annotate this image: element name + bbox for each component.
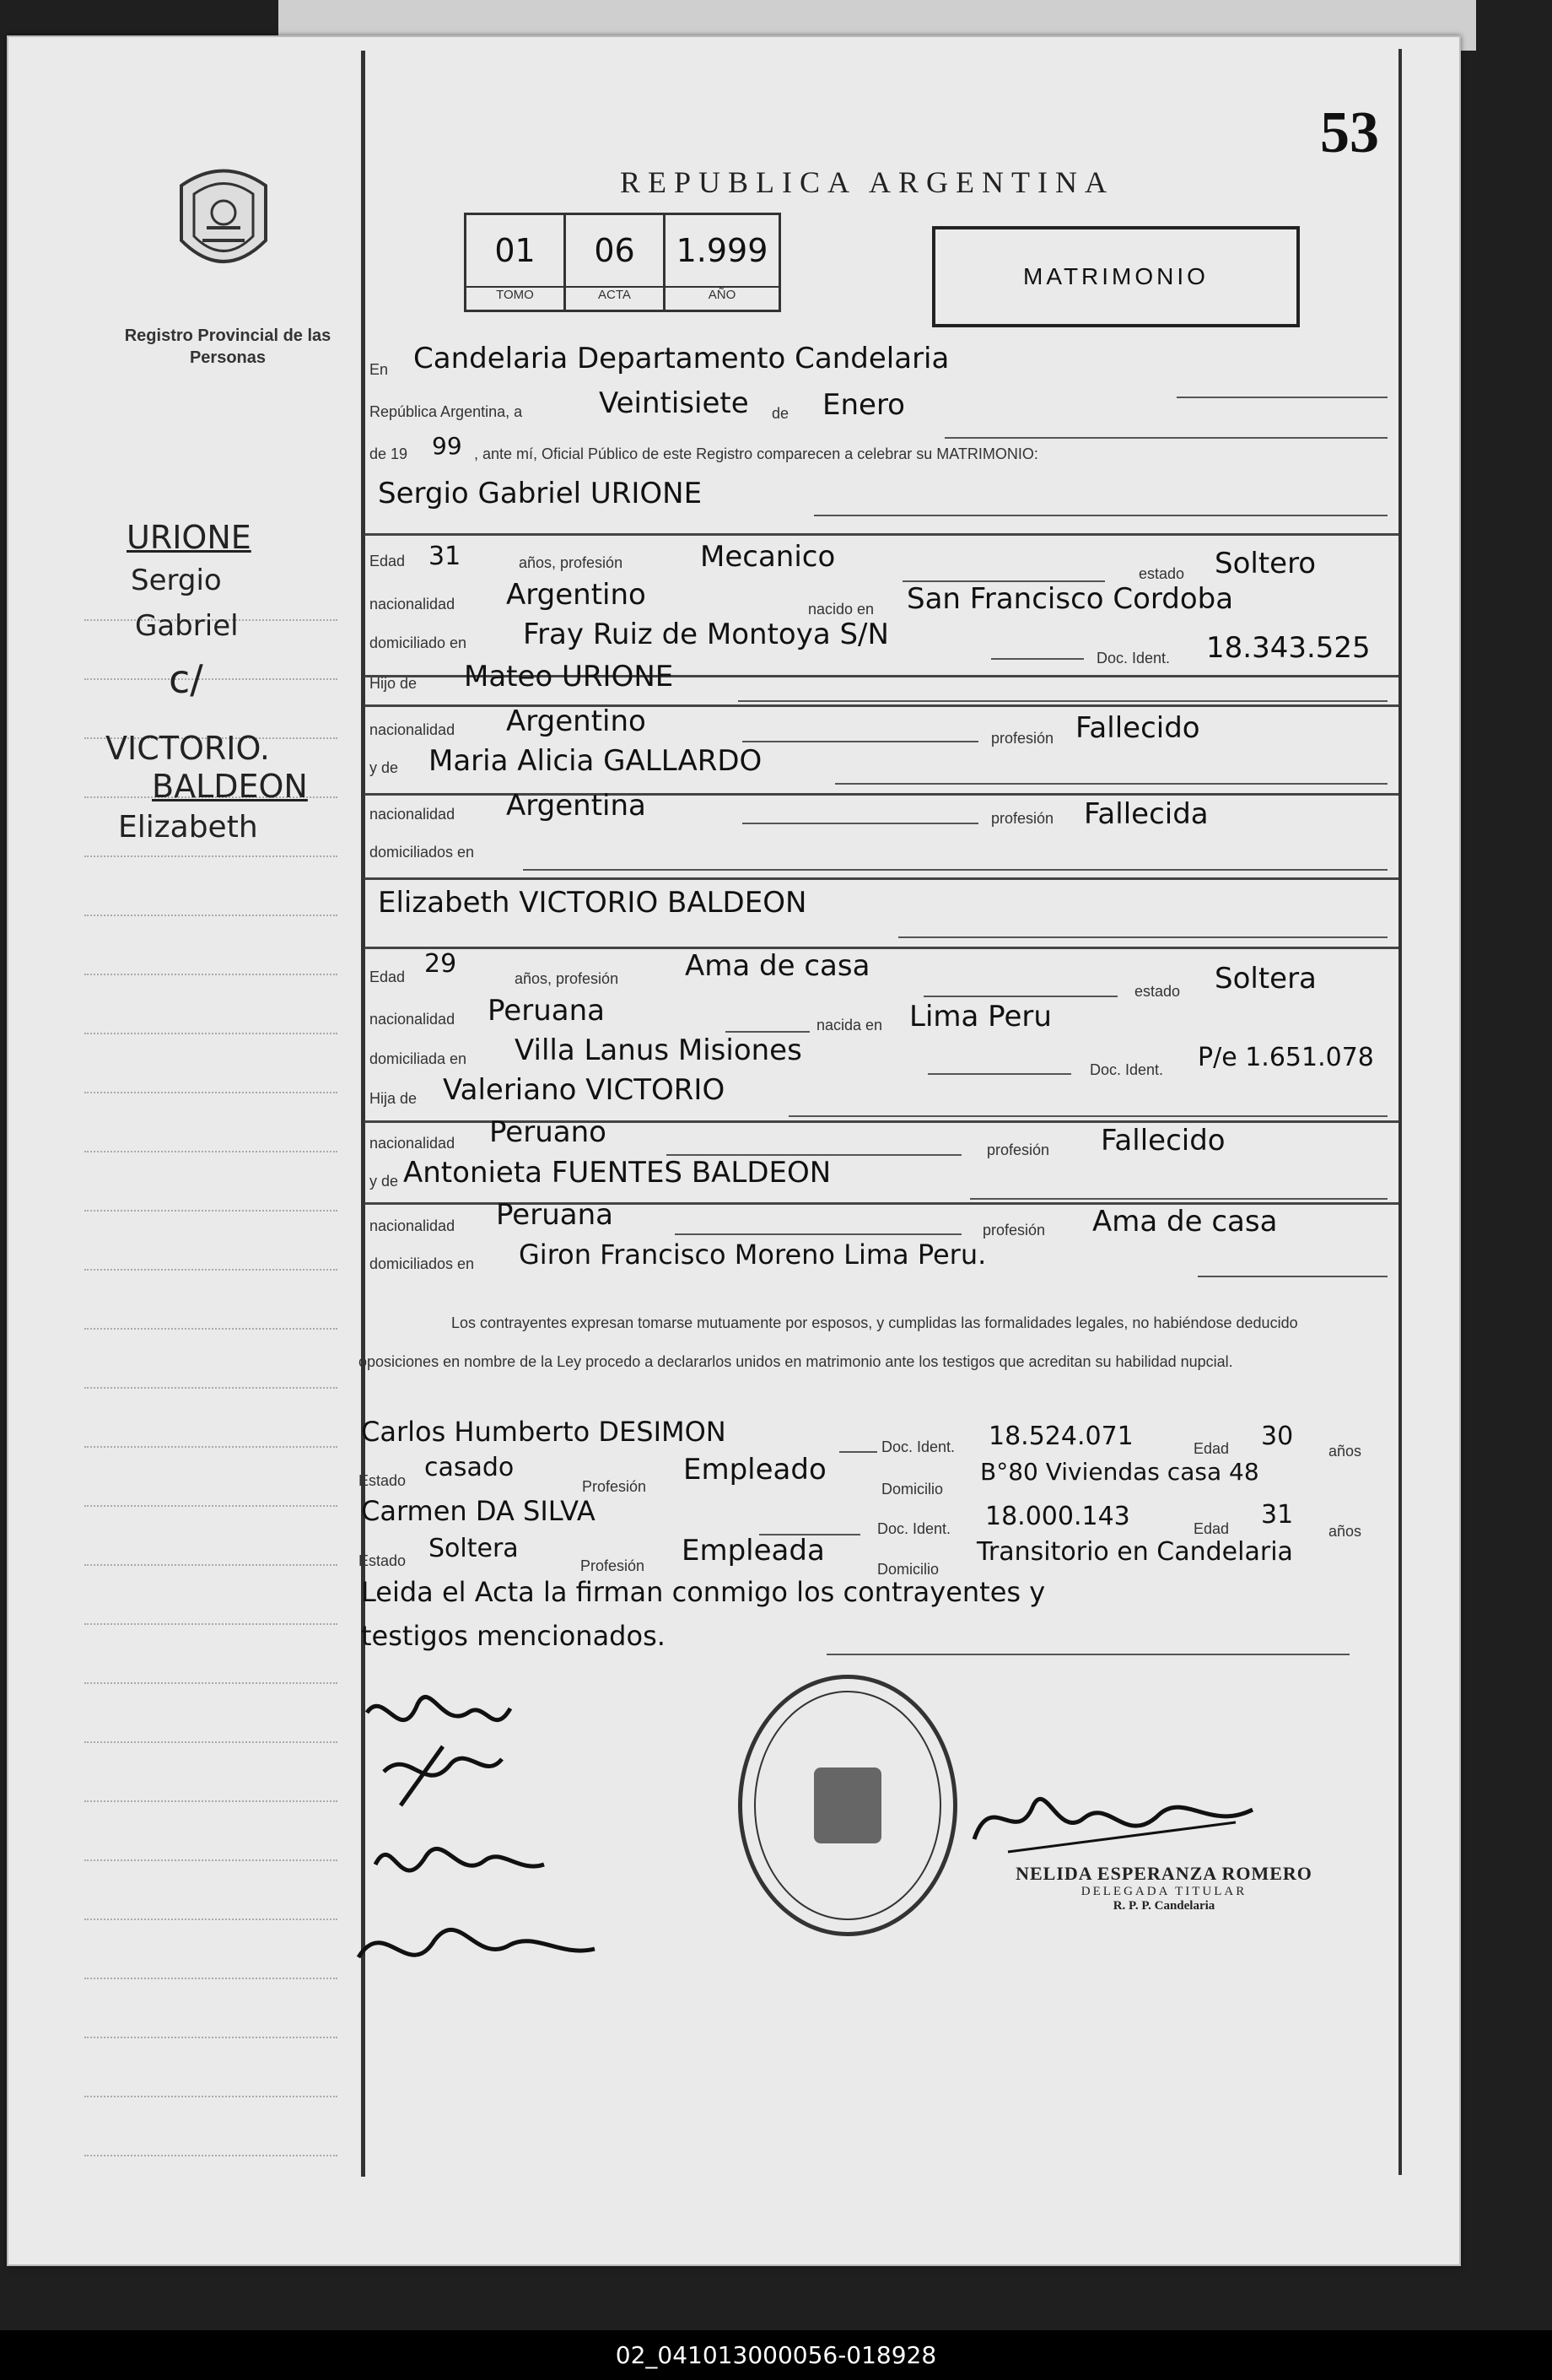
witness2-estado-label: Estado — [358, 1552, 407, 1569]
official-office: R. P. P. Candelaria — [1113, 1899, 1215, 1913]
groom-nacido-label: nacido en — [808, 601, 875, 618]
republic-label: República Argentina, a — [369, 403, 523, 420]
bride-prof-label: años, profesión — [515, 970, 619, 987]
officer-text: , ante mí, Oficial Público de este Registro comparecen a celebrar su MATRIMONIO: — [474, 445, 1038, 462]
registry-name: Registro Provincial de las Personas — [124, 327, 331, 367]
bride-madre-nac: Peruana — [496, 1198, 613, 1232]
ano-value: 1.999 — [676, 232, 768, 269]
official-seal — [738, 1675, 957, 1936]
witness2-edad: 31 — [1261, 1500, 1294, 1530]
margin-bride-surname1: VICTORIO. — [105, 730, 270, 767]
witness2-name: Carmen DA SILVA — [361, 1495, 595, 1527]
witness1-domicilio: B°80 Viviendas casa 48 — [980, 1458, 1259, 1486]
signatures-group-icon — [350, 1679, 628, 2000]
groom-edad: 31 — [428, 542, 461, 571]
bride-doc: P/e 1.651.078 — [1198, 1043, 1374, 1072]
bride-madre-prof: Ama de casa — [1092, 1205, 1278, 1239]
folio-number: 53 — [1320, 100, 1379, 165]
witness1-edad: 30 — [1261, 1422, 1294, 1451]
bride-full-name: Elizabeth VICTORIO BALDEON — [378, 886, 807, 920]
witness1-prof-label: Profesión — [582, 1478, 647, 1495]
witness2-dom-label: Domicilio — [877, 1561, 940, 1578]
witness2-estado: Soltera — [428, 1534, 519, 1563]
groom-profesion: Mecanico — [700, 540, 836, 574]
groom-padre-nac-label: nacionalidad — [369, 721, 455, 738]
footer-code: 02_041013000056-018928 — [0, 2330, 1552, 2380]
witness1-anos-label: años — [1328, 1443, 1362, 1460]
bride-estado: Soltera — [1215, 962, 1317, 996]
official-signature-icon — [957, 1772, 1269, 1865]
witness2-doc: 18.000.143 — [985, 1502, 1130, 1531]
witness2-prof-label: Profesión — [580, 1557, 645, 1574]
bride-domiciliados: Giron Francisco Moreno Lima Peru. — [519, 1239, 987, 1271]
bride-edad-label: Edad — [369, 969, 406, 985]
groom-prof-label: años, profesión — [519, 554, 623, 571]
witness2-domicilio: Transitorio en Candelaria — [977, 1537, 1293, 1567]
bride-madre-prof-label: profesión — [983, 1222, 1046, 1239]
groom-doc-label: Doc. Ident. — [1097, 650, 1171, 667]
bride-dom-label: domiciliada en — [369, 1050, 467, 1067]
bride-domiciliados-label: domiciliados en — [369, 1255, 475, 1272]
registry-index-box — [464, 213, 781, 312]
witness2-anos-label: años — [1328, 1523, 1362, 1540]
bride-edad: 29 — [424, 949, 457, 979]
groom-nacionalidad: Argentino — [506, 578, 646, 612]
bride-profesion: Ama de casa — [685, 949, 870, 983]
groom-doc: 18.343.525 — [1206, 631, 1371, 665]
groom-padre: Mateo URIONE — [464, 660, 674, 693]
official-stamp-text — [995, 1863, 1333, 1913]
act-type-box: MATRIMONIO — [932, 226, 1300, 327]
witness2-doc-label: Doc. Ident. — [877, 1520, 951, 1537]
groom-full-name: Sergio Gabriel URIONE — [378, 477, 703, 510]
place-value: Candelaria Departamento Candelaria — [413, 342, 950, 375]
acta-label: ACTA — [598, 288, 631, 302]
groom-madre-nac: Argentina — [506, 789, 646, 823]
groom-padre-prof-label: profesión — [991, 730, 1054, 747]
bride-nac-label: nacionalidad — [369, 1011, 455, 1028]
groom-padre-label: Hijo de — [369, 675, 418, 692]
official-title: DELEGADA TITULAR — [1080, 1885, 1248, 1898]
witness1-profesion: Empleado — [683, 1453, 827, 1487]
groom-estado: Soltero — [1215, 547, 1317, 580]
acta-value: 06 — [594, 232, 635, 269]
margin-groom-name2: Gabriel — [135, 609, 239, 643]
margin-bride-surname2: BALDEON — [152, 768, 308, 805]
bride-estado-label: estado — [1134, 983, 1181, 1000]
witness1-edad-label: Edad — [1194, 1440, 1230, 1457]
groom-domicilio: Fray Ruiz de Montoya S/N — [523, 618, 889, 651]
witness1-estado: casado — [424, 1453, 515, 1482]
witness2-profesion: Empleada — [682, 1534, 825, 1568]
ano-label: AÑO — [708, 288, 736, 302]
tomo-label: TOMO — [496, 288, 534, 302]
bride-padre-prof-label: profesión — [987, 1141, 1050, 1158]
groom-dom-label: domiciliado en — [369, 634, 467, 651]
country-title: REPUBLICA ARGENTINA — [620, 165, 1115, 199]
bride-padre: Valeriano VICTORIO — [443, 1073, 725, 1107]
closing-line2: testigos mencionados. — [361, 1620, 666, 1652]
en-label: En — [369, 361, 389, 378]
witness1-name: Carlos Humberto DESIMON — [361, 1416, 726, 1448]
de-label: de — [772, 405, 789, 422]
groom-madre-prof: Fallecida — [1084, 797, 1209, 831]
groom-domiciliados-label: domiciliados en — [369, 844, 475, 861]
bride-madre: Antonieta FUENTES BALDEON — [403, 1156, 832, 1190]
bride-padre-nac-label: nacionalidad — [369, 1135, 455, 1152]
bride-padre-label: Hija de — [369, 1090, 418, 1107]
bride-nacionalidad: Peruana — [488, 994, 605, 1028]
year-value: 99 — [432, 432, 462, 460]
bride-padre-prof: Fallecido — [1101, 1124, 1226, 1158]
groom-edad-label: Edad — [369, 553, 406, 569]
groom-padre-nac: Argentino — [506, 704, 646, 738]
bride-nacida: Lima Peru — [909, 1000, 1052, 1033]
margin-groom-surname: URIONE — [127, 519, 251, 556]
witness1-doc: 18.524.071 — [989, 1422, 1134, 1451]
witness1-estado-label: Estado — [358, 1472, 407, 1489]
bride-doc-label: Doc. Ident. — [1090, 1061, 1164, 1078]
witness1-dom-label: Domicilio — [881, 1481, 944, 1498]
groom-madre-label: y de — [369, 759, 399, 776]
bride-madre-label: y de — [369, 1173, 399, 1190]
witness1-doc-label: Doc. Ident. — [881, 1438, 956, 1455]
groom-nac-label: nacionalidad — [369, 596, 455, 613]
month-value: Enero — [822, 388, 905, 422]
bride-padre-nac: Peruano — [489, 1115, 606, 1149]
groom-nacido: San Francisco Cordoba — [907, 582, 1234, 616]
legal-clause: Los contrayentes expresan tomarse mutuamente por esposos, y cumplidas las formalidades legales, no habiéndose deducido oposiciones en nombre de la Ley procedo a declararlos unidos en matrimonio ante los testigos que acreditan su habilidad nupcial. — [358, 1314, 1298, 1370]
tomo-value: 01 — [494, 232, 536, 269]
groom-madre-nac-label: nacionalidad — [369, 806, 455, 823]
groom-padre-prof: Fallecido — [1075, 711, 1200, 745]
year-label: de 19 — [369, 445, 408, 462]
margin-bride-name: Elizabeth — [118, 810, 258, 845]
margin-groom-name1: Sergio — [131, 564, 222, 597]
day-value: Veintisiete — [599, 386, 749, 420]
bride-nacida-label: nacida en — [816, 1017, 883, 1033]
bride-domicilio: Villa Lanus Misiones — [515, 1033, 802, 1067]
margin-connector: c/ — [169, 656, 203, 702]
registry-emblem-icon — [169, 160, 278, 278]
groom-madre-prof-label: profesión — [991, 810, 1054, 827]
bride-madre-nac-label: nacionalidad — [369, 1217, 455, 1234]
official-name: NELIDA ESPERANZA ROMERO — [1016, 1863, 1312, 1884]
witness2-edad-label: Edad — [1194, 1520, 1230, 1537]
groom-madre: Maria Alicia GALLARDO — [428, 744, 763, 778]
closing-line1: Leida el Acta la firman conmigo los contrayentes y — [361, 1576, 1046, 1608]
groom-estado-label: estado — [1139, 565, 1185, 582]
